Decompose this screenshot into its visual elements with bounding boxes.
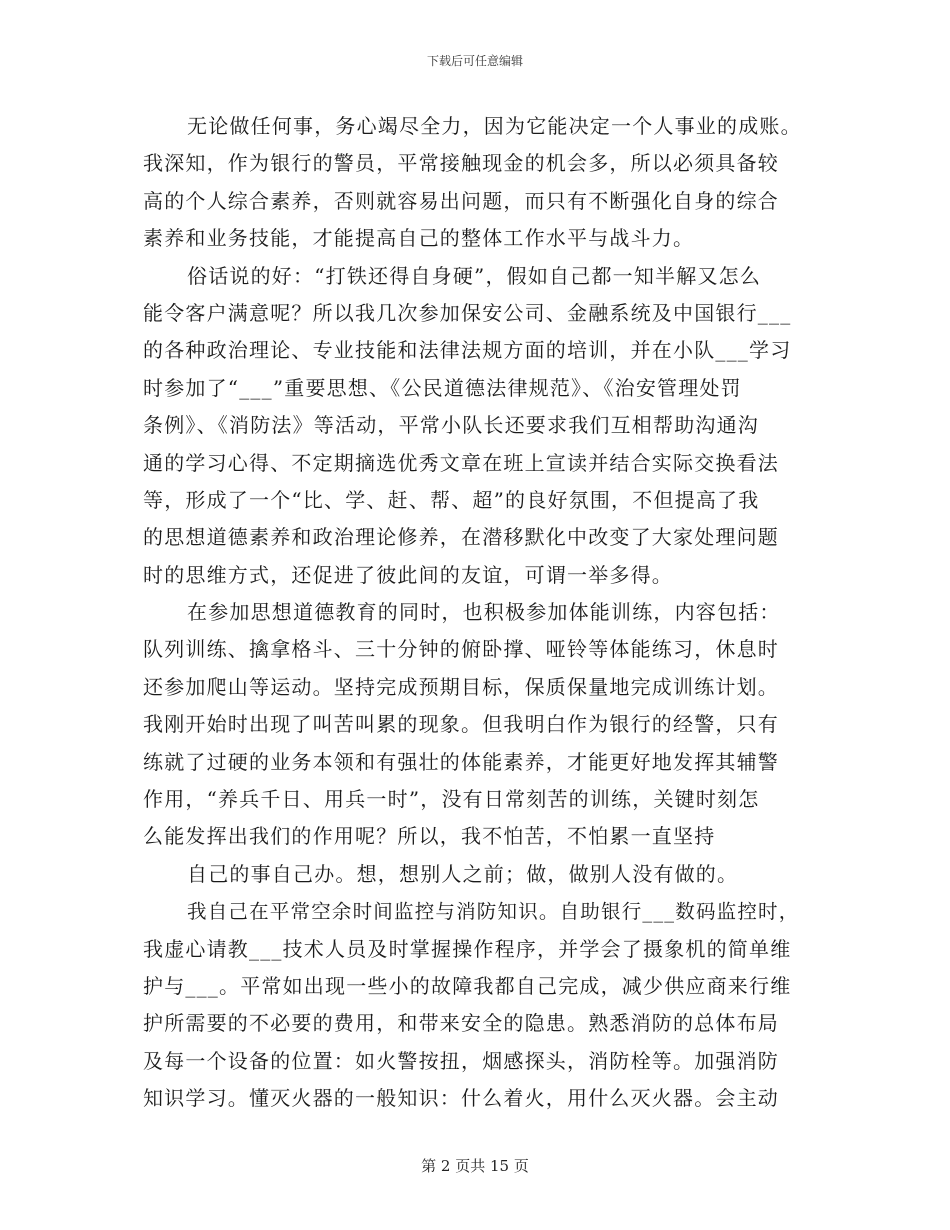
text-line: 护与___。平常如出现一些小的故障我都自己完成，减少供应商来行维	[143, 973, 792, 998]
text-line: 高的个人综合素养，否则就容易出问题，而只有不断强化自身的综合	[143, 188, 779, 213]
text-line: 自己的事自己办。想，想别人之前；做，做别人没有做的。	[187, 861, 739, 886]
text-line: 无论做任何事，务心竭尽全力，因为它能决定一个人事业的成账。	[187, 114, 802, 138]
text-line: 能令客户满意呢？所以我几次参加保安公司、金融系统及中国银行___	[143, 300, 792, 325]
text-line: 通的学习心得、不定期摘选优秀文章在班上宣读并结合实际交换看法	[143, 450, 779, 475]
text-line: 我虚心请教___技术人员及时掌握操作程序，并学会了摄象机的简单维	[143, 936, 792, 961]
text-line: 队列训练、擒拿格斗、三十分钟的俯卧撑、哑铃等体能练习，休息时	[143, 637, 779, 662]
text-line: 还参加爬山等运动。坚持完成预期目标，保质保量地完成训练计划。	[143, 674, 779, 699]
text-line: 护所需要的不必要的费用，和带来安全的隐患。熟悉消防的总体布局	[143, 1011, 779, 1036]
text-line: 的思想道德素养和政治理论修养，在潜移默化中改变了大家处理问题	[143, 525, 779, 550]
text-line: 条例》、《消防法》等活动，平常小队长还要求我们互相帮助沟通沟	[143, 413, 759, 438]
text-line: 我自己在平常空余时间监控与消防知识。自助银行___数码监控时，	[187, 900, 800, 924]
text-line: 知识学习。懂灭火器的一般知识：什么着火，用什么灭火器。会主动	[143, 1086, 779, 1111]
text-line: 的各种政治理论、专业技能和法律法规方面的培训，并在小队___学习	[143, 338, 792, 363]
text-line: 么能发挥出我们的作用呢？所以，我不怕苦，不怕累一直坚持	[143, 824, 716, 849]
text-line: 及每一个设备的位置：如火警按扭，烟感探头，消防栓等。加强消防	[143, 1048, 779, 1073]
text-line: 我深知，作为银行的警员，平常接触现金的机会多，所以必须具备较	[143, 151, 779, 176]
text-line: 在参加思想道德教育的同时，也积极参加体能训练，内容包括：	[187, 600, 781, 625]
text-line: 素养和业务技能，才能提高自己的整体工作水平与战斗力。	[143, 226, 695, 251]
text-line: 作用，“养兵千日、用兵一时”，没有日常刻苦的训练，关键时刻怎	[143, 787, 760, 812]
page-footer: 第 2 页共 15 页	[421, 1157, 529, 1175]
page-header: 下载后可任意编辑	[426, 54, 523, 68]
text-line: 我刚开始时出现了叫苦叫累的现象。但我明白作为银行的经警，只有	[143, 712, 779, 737]
text-line: 时参加了“___”重要思想、《公民道德法律规范》、《治安管理处罚	[143, 375, 742, 400]
text-line: 俗话说的好：“打铁还得自身硬”，假如自己都一知半解又怎么	[187, 263, 762, 288]
document-body	[143, 108, 813, 1118]
text-line: 时的思维方式，还促进了彼此间的友谊，可谓一举多得。	[143, 562, 673, 587]
text-line: 等，形成了一个“比、学、赶、帮、超”的良好氛围，不但提高了我	[143, 487, 760, 512]
text-line: 练就了过硬的业务本领和有强壮的体能素养，才能更好地发挥其辅警	[143, 749, 779, 774]
